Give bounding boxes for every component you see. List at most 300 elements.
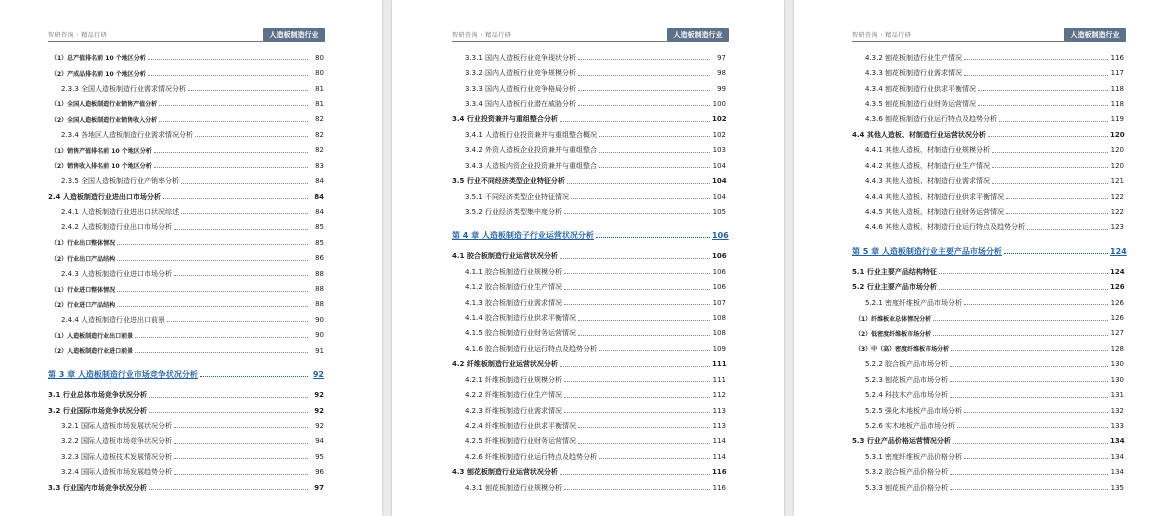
toc-list: [48, 50, 324, 495]
toc-entry-title: （1）行业出口整体情况: [51, 240, 116, 248]
toc-item-link[interactable]: [852, 310, 1124, 325]
toc-entry-title: 4.3 刨花板制造行业运营状况分析: [452, 468, 558, 477]
toc-subsection-link[interactable]: [852, 158, 1124, 173]
dot-leader: [933, 320, 1108, 321]
toc-page-number: 103: [712, 146, 726, 155]
dot-leader: [999, 121, 1108, 122]
toc-page-number: 86: [315, 254, 324, 263]
toc-subsection-link[interactable]: [452, 403, 726, 418]
toc-section-link[interactable]: [452, 249, 726, 264]
toc-item-link[interactable]: [48, 328, 324, 343]
toc-page-number: 84: [314, 192, 324, 201]
toc-page-number: 116: [712, 468, 727, 477]
toc-item-link[interactable]: [48, 65, 324, 80]
toc-page-number: 118: [1110, 99, 1124, 108]
toc-subsection-link[interactable]: [452, 50, 726, 65]
dot-leader: [181, 213, 308, 214]
toc-entry-title: 4.2.6 纤维板制造行业运行特点及趋势分析: [465, 452, 598, 461]
toc-entry-title: 4.1.6 胶合板制造行业运行特点及趋势分析: [465, 344, 598, 353]
toc-subsection-link[interactable]: [852, 449, 1124, 464]
toc-subsection-link[interactable]: [852, 50, 1124, 65]
dot-leader: [951, 350, 1108, 351]
toc-page-number: 84: [315, 177, 324, 186]
toc-subsection-link[interactable]: [452, 81, 726, 96]
toc-entry-title: 3.5 行业不同经济类型企业特征分析: [452, 177, 565, 186]
dot-leader: [964, 412, 1108, 413]
dot-leader: [174, 443, 308, 444]
toc-subsection-link[interactable]: [852, 403, 1124, 418]
toc-entry-title: 4.3.4 刨花板制造行业供求平衡情况: [865, 84, 977, 93]
toc-entry-title: （2）行业进口产品结构: [51, 301, 116, 309]
toc-section-link[interactable]: [852, 279, 1124, 294]
toc-entry-title: 5.3 行业产品价格运营情况分析: [852, 437, 951, 446]
toc-entry-title: 第 3 章 人造板制造行业市场竞争状况分析: [48, 369, 198, 379]
dot-leader: [159, 105, 308, 106]
toc-page-number: 113: [712, 406, 726, 415]
toc-entry-title: 4.3.2 刨花板制造行业生产情况: [865, 53, 963, 62]
toc-item-link[interactable]: [48, 281, 324, 296]
toc-subsection-link[interactable]: [452, 204, 726, 219]
toc-subsection-link[interactable]: [852, 480, 1124, 495]
toc-entry-title: 3.3.3 国内人造板行业竞争格局分析: [465, 84, 577, 93]
toc-entry-title: 2.3.3 全国人造板制造行业需求情况分析: [61, 84, 187, 93]
dot-leader: [978, 105, 1108, 106]
page-header-left: 智研咨询 · 精品行研: [852, 32, 912, 39]
toc-entry-title: 4.2.2 纤维板制造行业生产情况: [465, 391, 563, 400]
toc-entry-title: 4.4.3 其他人造板、材制造行业需求情况: [865, 177, 991, 186]
dot-leader: [560, 258, 710, 259]
toc-entry-title: 5.2.4 科技木产品市场分析: [865, 391, 949, 400]
dot-leader: [953, 443, 1108, 444]
toc-entry-title: （1）人造板制造行业出口前景: [51, 332, 134, 340]
dot-leader: [950, 366, 1108, 367]
toc-subsection-link[interactable]: [852, 372, 1124, 387]
toc-page-number: 88: [315, 285, 324, 294]
header-rule: [452, 41, 667, 42]
toc-subsection-link[interactable]: [852, 96, 1124, 111]
toc-entry-title: （2）全国人造板制造行业销售收入分析: [51, 116, 158, 124]
dot-leader: [992, 167, 1108, 168]
toc-page-number: 126: [1110, 298, 1124, 307]
dot-leader: [1006, 213, 1108, 214]
toc-page-number: 92: [312, 369, 324, 379]
toc-entry-title: 4.2.4 纤维板制造行业供求平衡情况: [465, 421, 577, 430]
toc-page-number: 133: [1110, 421, 1124, 430]
dot-leader: [174, 427, 308, 428]
toc-entry-title: 4.4.6 其他人造板、材制造行业运行特点及趋势分析: [865, 223, 1026, 232]
toc-subsection-link[interactable]: [852, 387, 1124, 402]
dot-leader: [578, 443, 710, 444]
toc-subsection-link[interactable]: [48, 204, 324, 219]
toc-item-link[interactable]: [48, 158, 324, 173]
toc-page-number: 106: [712, 267, 726, 276]
dot-leader: [148, 75, 308, 76]
toc-subsection-link[interactable]: [852, 357, 1124, 372]
toc-page-number: 104: [712, 161, 726, 170]
toc-page-number: 94: [315, 437, 324, 446]
dot-leader: [117, 244, 308, 245]
dot-leader: [950, 474, 1108, 475]
dot-leader: [939, 289, 1108, 290]
dot-leader: [149, 489, 308, 490]
toc-entry-title: （3）中（高）密度纤维板市场分析: [855, 346, 950, 354]
toc-page-number: 120: [1110, 161, 1124, 170]
toc-entry-title: 5.2.2 胶合板产品市场分析: [865, 360, 949, 369]
dot-leader: [978, 90, 1108, 91]
toc-page-number: 127: [1110, 329, 1124, 338]
toc-entry-title: 第 4 章 人造板制造子行业运营状况分析: [452, 231, 594, 241]
dot-leader: [964, 75, 1108, 76]
dot-leader: [135, 337, 308, 338]
toc-page-number: 119: [1110, 115, 1124, 124]
toc-subsection-link[interactable]: [452, 143, 726, 158]
toc-subsection-link[interactable]: [852, 295, 1124, 310]
toc-page-number: 81: [315, 99, 324, 108]
toc-subsection-link[interactable]: [852, 220, 1124, 235]
toc-page-number: 104: [712, 192, 726, 201]
toc-page-number: 128: [1110, 344, 1124, 353]
toc-entry-title: 4.1 胶合板制造行业运营状况分析: [452, 252, 558, 261]
toc-entry-title: 4.2.5 纤维板制造行业财务运营情况: [465, 437, 577, 446]
dot-leader: [992, 183, 1108, 184]
toc-page-number: 116: [1110, 53, 1124, 62]
dot-leader: [200, 376, 308, 377]
toc-subsection-link[interactable]: [452, 434, 726, 449]
toc-page-number: 122: [1110, 192, 1124, 201]
toc-subsection-link[interactable]: [852, 204, 1124, 219]
toc-entry-title: 5.3.2 胶合板产品价格分析: [865, 468, 949, 477]
toc-item-link[interactable]: [852, 326, 1124, 341]
toc-page-number: 96: [315, 468, 324, 477]
toc-subsection-link[interactable]: [452, 189, 726, 204]
toc-entry-title: （1）全国人造板制造行业销售产值分析: [51, 101, 158, 109]
toc-page-number: 85: [315, 238, 324, 247]
toc-section-link[interactable]: [48, 189, 324, 204]
toc-section-link[interactable]: [48, 403, 324, 418]
toc-subsection-link[interactable]: [452, 158, 726, 173]
toc-page-number: 123: [1110, 223, 1124, 232]
toc-section-link[interactable]: [852, 127, 1124, 142]
toc-page-number: 102: [712, 130, 726, 139]
toc-entry-title: 3.2.1 国际人造板市场发展状况分析: [61, 421, 173, 430]
toc-page-number: 99: [717, 84, 726, 93]
toc-entry-title: 3.5.1 不同经济类型企业特征情况: [465, 192, 570, 201]
toc-page-number: 90: [315, 331, 324, 340]
document-page-2: [392, 0, 784, 516]
toc-chapter-link[interactable]: [452, 227, 729, 245]
dot-leader: [564, 273, 710, 274]
dot-leader: [564, 412, 710, 413]
toc-page-number: 105: [712, 207, 726, 216]
toc-page-number: 120: [1110, 146, 1124, 155]
toc-entry-title: 3.3.2 国内人造板行业竞争规模分析: [465, 69, 577, 78]
toc-subsection-link[interactable]: [452, 310, 726, 325]
dot-leader: [578, 427, 710, 428]
toc-subsection-link[interactable]: [48, 81, 324, 96]
toc-section-link[interactable]: [452, 357, 726, 372]
toc-page-number: 88: [315, 300, 324, 309]
toc-page-number: 121: [1110, 177, 1124, 186]
toc-entry-title: 5.3.3 刨花板产品价格分析: [865, 483, 949, 492]
toc-page-number: 108: [712, 329, 726, 338]
toc-page-number: 124: [1110, 267, 1125, 276]
toc-subsection-link[interactable]: [48, 465, 324, 480]
dot-leader: [567, 183, 710, 184]
toc-page-number: 92: [314, 406, 324, 415]
toc-entry-title: 3.2.4 国际人造板市场发展趋势分析: [61, 468, 173, 477]
toc-page-number: 134: [1110, 437, 1125, 446]
dot-leader: [578, 320, 710, 321]
header-rule: [48, 41, 263, 42]
toc-subsection-link[interactable]: [452, 372, 726, 387]
toc-subsection-link[interactable]: [48, 312, 324, 327]
toc-subsection-link[interactable]: [852, 65, 1124, 80]
toc-entry-title: 4.3.1 刨花板制造行业规模分析: [465, 483, 563, 492]
toc-page-number: 82: [315, 130, 324, 139]
toc-page-number: 112: [712, 391, 726, 400]
toc-page-number: 97: [717, 53, 726, 62]
toc-item-link[interactable]: [48, 250, 324, 265]
toc-entry-title: 2.4.2 人造板制造行业出口市场分析: [61, 223, 173, 232]
toc-subsection-link[interactable]: [452, 279, 726, 294]
toc-page-number: 80: [315, 53, 324, 62]
toc-page-number: 134: [1110, 452, 1124, 461]
toc-entry-title: （1）纤维板业总体情况分析: [855, 315, 932, 323]
toc-page-number: 132: [1110, 406, 1124, 415]
toc-entry-title: 5.1 行业主要产品结构特征: [852, 267, 937, 276]
toc-entry-title: （1）行业进口整体情况: [51, 286, 116, 294]
toc-subsection-link[interactable]: [452, 341, 726, 356]
header-tag: 人造板制造行业: [1064, 28, 1126, 42]
dot-leader: [1027, 229, 1108, 230]
dot-leader: [117, 291, 308, 292]
dot-leader: [578, 335, 710, 336]
toc-page-number: 92: [314, 391, 324, 400]
dot-leader: [599, 350, 710, 351]
dot-leader: [964, 304, 1108, 305]
toc-subsection-link[interactable]: [452, 96, 726, 111]
dot-leader: [950, 489, 1108, 490]
toc-section-link[interactable]: [852, 434, 1124, 449]
toc-page-number: 118: [1110, 84, 1124, 93]
toc-page-number: 80: [315, 69, 324, 78]
toc-section-link[interactable]: [48, 387, 324, 402]
toc-subsection-link[interactable]: [48, 449, 324, 464]
toc-entry-title: 5.2 行业主要产品市场分析: [852, 283, 937, 292]
toc-entry-title: 3.2 行业国际市场竞争状况分析: [48, 406, 147, 415]
toc-page-number: 85: [315, 223, 324, 232]
toc-section-link[interactable]: [48, 480, 324, 495]
document-page-3: [794, 0, 1176, 516]
toc-page-number: 111: [712, 375, 726, 384]
toc-item-link[interactable]: [48, 297, 324, 312]
toc-entry-title: 4.2.3 纤维板制造行业需求情况: [465, 406, 563, 415]
dot-leader: [599, 152, 710, 153]
dot-leader: [181, 183, 308, 184]
toc-subsection-link[interactable]: [452, 449, 726, 464]
dot-leader: [578, 59, 710, 60]
toc-section-link[interactable]: [852, 264, 1124, 279]
dot-leader: [154, 167, 308, 168]
toc-entry-title: 2.4.3 人造板制造行业进口市场分析: [61, 269, 173, 278]
toc-item-link[interactable]: [48, 112, 324, 127]
toc-item-link[interactable]: [852, 341, 1124, 356]
toc-entry-title: 3.4.3 人造板内资企业投资兼并与重组整合: [465, 161, 598, 170]
toc-page-number: 111: [712, 360, 727, 369]
toc-entry-title: 2.3.4 各地区人造板制造行业需求情况分析: [61, 130, 194, 139]
dot-leader: [564, 397, 710, 398]
dot-leader: [188, 90, 308, 91]
dot-leader: [578, 90, 710, 91]
toc-page-number: 107: [712, 298, 726, 307]
toc-page-number: 131: [1110, 391, 1124, 400]
toc-page-number: 82: [315, 146, 324, 155]
toc-entry-title: 5.2.1 密度纤维板产品市场分析: [865, 298, 963, 307]
dot-leader: [195, 136, 308, 137]
toc-subsection-link[interactable]: [452, 418, 726, 433]
toc-chapter-link[interactable]: [852, 242, 1127, 260]
toc-section-link[interactable]: [452, 173, 726, 188]
dot-leader: [163, 198, 308, 199]
dot-leader: [560, 474, 710, 475]
toc-entry-title: 3.2.3 国际人造板技术发展情况分析: [61, 452, 173, 461]
dot-leader: [964, 59, 1108, 60]
dot-leader: [992, 152, 1108, 153]
toc-entry-title: 5.2.5 强化木地板产品市场分析: [865, 406, 963, 415]
toc-page-number: 100: [712, 99, 726, 108]
toc-item-link[interactable]: [48, 50, 324, 65]
toc-entry-title: 3.2.2 国际人造板市场竞争状况分析: [61, 437, 173, 446]
document-page-1: [0, 0, 382, 516]
dot-leader: [560, 121, 710, 122]
toc-subsection-link[interactable]: [852, 143, 1124, 158]
toc-page-number: 134: [1110, 468, 1124, 477]
toc-page-number: 135: [1110, 483, 1124, 492]
toc-subsection-link[interactable]: [852, 112, 1124, 127]
dot-leader: [154, 152, 308, 153]
dot-leader: [149, 412, 308, 413]
toc-page-number: 113: [712, 421, 726, 430]
toc-entry-title: 4.3.6 刨花板制造行业运行特点及趋势分析: [865, 115, 998, 124]
toc-subsection-link[interactable]: [452, 326, 726, 341]
toc-entry-title: （1）销售产值排名前 10 个地区分析: [51, 147, 152, 155]
toc-subsection-link[interactable]: [852, 465, 1124, 480]
toc-page-number: 106: [712, 283, 726, 292]
toc-entry-title: 3.3 行业国内市场竞争状况分析: [48, 483, 147, 492]
dot-leader: [950, 381, 1108, 382]
toc-subsection-link[interactable]: [452, 295, 726, 310]
toc-subsection-link[interactable]: [48, 266, 324, 281]
toc-page-number: 122: [1110, 207, 1124, 216]
toc-entry-title: （2）人造板制造行业进口前景: [51, 348, 134, 356]
toc-subsection-link[interactable]: [48, 220, 324, 235]
toc-entry-title: 5.2.6 实木地板产品市场分析: [865, 421, 956, 430]
toc-subsection-link[interactable]: [48, 127, 324, 142]
dot-leader: [933, 335, 1108, 336]
dot-leader: [564, 381, 710, 382]
toc-subsection-link[interactable]: [452, 387, 726, 402]
dot-leader: [159, 121, 308, 122]
toc-entry-title: （2）销售收入排名前 10 个地区分析: [51, 163, 152, 171]
toc-item-link[interactable]: [48, 143, 324, 158]
toc-subsection-link[interactable]: [452, 127, 726, 142]
toc-page-number: 114: [712, 437, 726, 446]
dot-leader: [599, 136, 710, 137]
toc-subsection-link[interactable]: [48, 434, 324, 449]
toc-entry-title: 3.4 行业投资兼并与重组整合分析: [452, 115, 558, 124]
toc-page-number: 109: [712, 344, 726, 353]
dot-leader: [148, 59, 308, 60]
toc-entry-title: 第 5 章 人造板制造行业主要产品市场分析: [852, 246, 1002, 256]
toc-entry-title: 2.4.4 人造板制造行业进出口前景: [61, 315, 166, 324]
toc-entry-title: 4.2 纤维板制造行业运营状况分析: [452, 360, 558, 369]
toc-entry-title: 4.4.5 其他人造板、材制造行业财务运营情况: [865, 207, 1005, 216]
toc-entry-title: 4.4.1 其他人造板、材制造行业规模分析: [865, 146, 991, 155]
toc-subsection-link[interactable]: [452, 65, 726, 80]
toc-entry-title: 3.3.1 国内人造板行业竞争现状分析: [465, 53, 577, 62]
toc-page-number: 130: [1110, 375, 1124, 384]
toc-page-number: 126: [1110, 314, 1124, 323]
toc-subsection-link[interactable]: [852, 173, 1124, 188]
dot-leader: [964, 458, 1108, 459]
toc-subsection-link[interactable]: [852, 418, 1124, 433]
toc-page-number: 83: [315, 161, 324, 170]
dot-leader: [939, 273, 1108, 274]
toc-entry-title: 5.3.1 密度纤维板产品价格分析: [865, 452, 963, 461]
toc-entry-title: 2.4.1 人造板制造行业进出口状况综述: [61, 207, 180, 216]
toc-entry-title: （2）行业出口产品结构: [51, 255, 116, 263]
toc-subsection-link[interactable]: [452, 264, 726, 279]
toc-subsection-link[interactable]: [452, 480, 726, 495]
toc-entry-title: 4.1.2 胶合板制造行业生产情况: [465, 283, 563, 292]
dot-leader: [174, 458, 308, 459]
dot-leader: [117, 306, 308, 307]
toc-item-link[interactable]: [48, 343, 324, 358]
dot-leader: [174, 229, 308, 230]
toc-page-number: 82: [315, 115, 324, 124]
toc-subsection-link[interactable]: [48, 418, 324, 433]
toc-item-link[interactable]: [48, 96, 324, 111]
dot-leader: [174, 474, 308, 475]
toc-subsection-link[interactable]: [852, 189, 1124, 204]
toc-subsection-link[interactable]: [48, 173, 324, 188]
toc-section-link[interactable]: [452, 112, 726, 127]
toc-section-link[interactable]: [452, 465, 726, 480]
toc-page-number: 104: [712, 177, 727, 186]
dot-leader: [564, 289, 710, 290]
toc-entry-title: 4.2.1 纤维板制造行业规模分析: [465, 375, 563, 384]
toc-page-number: 97: [314, 483, 324, 492]
toc-page-number: 92: [315, 421, 324, 430]
header-rule: [852, 41, 1064, 42]
toc-entry-title: （2）低密度纤维板市场分析: [855, 330, 932, 338]
page-header-left: 智研咨询 · 精品行研: [452, 32, 512, 39]
dot-leader: [578, 105, 710, 106]
toc-item-link[interactable]: [48, 235, 324, 250]
toc-chapter-link[interactable]: [48, 365, 324, 383]
header-tag: 人造板制造行业: [263, 28, 325, 42]
dot-leader: [174, 275, 308, 276]
toc-page-number: 117: [1110, 69, 1124, 78]
toc-entry-title: 4.4.2 其他人造板、材制造行业生产情况: [865, 161, 991, 170]
toc-list: [852, 50, 1127, 495]
toc-page-number: 102: [712, 115, 727, 124]
toc-subsection-link[interactable]: [852, 81, 1124, 96]
toc-entry-title: 4.1.5 胶合板制造行业财务运营情况: [465, 329, 577, 338]
toc-page-number: 84: [315, 207, 324, 216]
toc-page-number: 106: [712, 231, 729, 241]
dot-leader: [950, 397, 1108, 398]
